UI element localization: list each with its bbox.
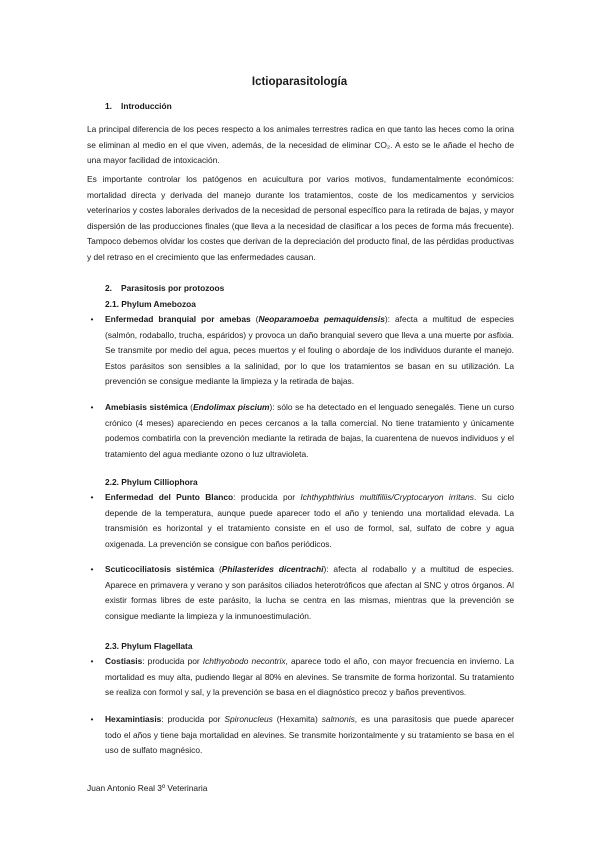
disease-name: Costiasis — [105, 656, 143, 666]
bullet: • — [90, 565, 94, 574]
text: : producida por — [161, 714, 225, 724]
description: , aparece todo el año, con mayor frecuencia en invierno. La mortalidad es muy alta, pudiendo llegar al 80% en alevines. Se transmite de forma horizontal. Su tratamiento se realiza con formol y sal, y la prevención se basa en el diagnóstico precoz y baños preventivos. — [105, 656, 514, 698]
bullet: • — [90, 493, 94, 502]
bullet: • — [90, 403, 94, 412]
text: (Hexamita) — [272, 714, 322, 724]
agent-name: Neoparamoeba pemaquidensis — [258, 314, 385, 324]
description: . Su ciclo depende de la temperatura, aunque puede aparecer todo el año y teniendo una mortalidad elevada. La transmisión es horizontal y el tratamiento consiste en el uso de formol, sal, sulfato de cobre y agua oxigenada. La prevención se consigue con baños periódicos. — [105, 492, 514, 549]
document-title: Ictioparasitología — [251, 76, 348, 88]
list-item-branquial — [90, 312, 514, 390]
agent-name: Philasterides dicentrachi — [221, 564, 324, 574]
bullet: • — [90, 315, 94, 324]
text: ) — [384, 314, 388, 324]
subsection-heading-cilliophora: 2.2. Phylum Cilliophora — [105, 477, 198, 487]
bullet: • — [90, 657, 94, 666]
text: ( — [250, 314, 259, 324]
description: : sólo se ha detectado en el lenguado senegalés. Tiene un curso crónico (4 meses) apareciendo en peces cercanos a la talla comercial. No tiene tratamiento y únicamente podemos combatirla con la prevención mediante la retirada de bajas, la cuarentena de nuevos individuos y el tratamiento del agua mediante ozono o luz ultravioleta. — [105, 402, 515, 459]
text: ) — [269, 402, 273, 412]
agent-name: Spironucleus — [224, 714, 273, 724]
section-title: Parasitosis por protozoos — [121, 283, 225, 293]
agent-name: Endolimax piscium — [192, 402, 270, 412]
description: : afecta al rodaballo y a multitud de especies. Aparece en primavera y verano y son parásitos ciliados heterotróficos que afectan al SNC y otros órganos. Al existir formas libres de este parásito, la lucha se centra en las mismas, mientras que la prevención se consigue mediante la limpieza y la inmunoestimulación. — [105, 564, 514, 621]
agent-name: Ichthyobodo necontrix — [202, 656, 286, 666]
list-item-costiasis — [90, 654, 514, 701]
text: ( — [187, 402, 193, 412]
text: ( — [214, 564, 222, 574]
description: , es una parasitosis que puede aparecer todo el años y tiene baja mortalidad en alevines. Se transmite horizontalmente y su tratamiento se basa en el uso de sulfato magnésico. — [105, 714, 514, 756]
description: : afecta a multitud de especies (salmón, rodaballo, trucha, espáridos) y provoca un daño branquial severo que lleva a una muerte por asfixia. Se transmite por medio del agua, peces muertos y el fouling o abordaje de los individuos durante el manejo. Estos parásitos son sensibles a la salinidad, por lo que los tratamientos se basan en su utilización. La prevención se consigue mediante la limpieza y la retirada de bajas. — [105, 314, 514, 387]
subsection-heading-flagellata: 2.3. Phylum Flagellata — [105, 641, 193, 651]
disease-name: Enfermedad del Punto Blanco — [105, 492, 234, 502]
section-number: 2. — [105, 283, 112, 293]
intro-paragraph-2: Es importante controlar los patógenos en acuicultura por varios motivos, fundamentalmente económicos: mortalidad directa y derivada del manejo durante los tratamientos, coste de los medicamentos y servicios veterinarios y costes laborales derivados de la necesidad de personal específico para la retirada de bajas, y mayor dispersión de las producciones finales (que lleva a la necesidad de clasificar a los peces de forma más frecuente). Tampoco debemos olvidar los costes que derivan de la depreciación del producto final, de las pérdidas productivas y del retraso en el crecimiento que las enfermedades causan. — [87, 174, 514, 262]
disease-name: Enfermedad branquial por amebas — [105, 314, 251, 324]
list-item-punto-blanco — [90, 490, 514, 552]
subsection-heading-amebozoa: 2.1. Phylum Amebozoa — [105, 299, 196, 309]
agent-name: Ichthyphthirius multifiliis/Cryptocaryon irritans — [300, 492, 474, 502]
disease-name: Amebiasis sistémica — [105, 402, 188, 412]
bullet: • — [90, 715, 94, 724]
list-item-scuticociliatosis — [90, 562, 514, 624]
text: ) — [323, 564, 327, 574]
disease-name: Hexamintiasis — [105, 714, 162, 724]
list-item-hexamintiasis — [90, 712, 514, 759]
section-heading-protozoos — [105, 282, 224, 294]
text: : producida por — [142, 656, 203, 666]
text: : producida por — [233, 492, 301, 502]
section-heading-introduccion — [105, 100, 172, 112]
page-footer: Juan Antonio Real 3º Veterinaria — [87, 783, 208, 793]
section-number: 1. — [105, 101, 112, 111]
intro-paragraph-1: La principal diferencia de los peces respecto a los animales terrestres radica en que tanto las heces como la orina se eliminan al medio en el que viven, además, de la necesidad de eliminar CO₂. A esto se le añade el hecho de una mayor facilidad de intoxicación. — [87, 124, 514, 166]
section-title: Introducción — [121, 101, 172, 111]
disease-name: Scuticociliatosis sistémica — [105, 564, 215, 574]
list-item-amebiasis — [90, 400, 515, 462]
agent-name: salmonis — [321, 714, 355, 724]
